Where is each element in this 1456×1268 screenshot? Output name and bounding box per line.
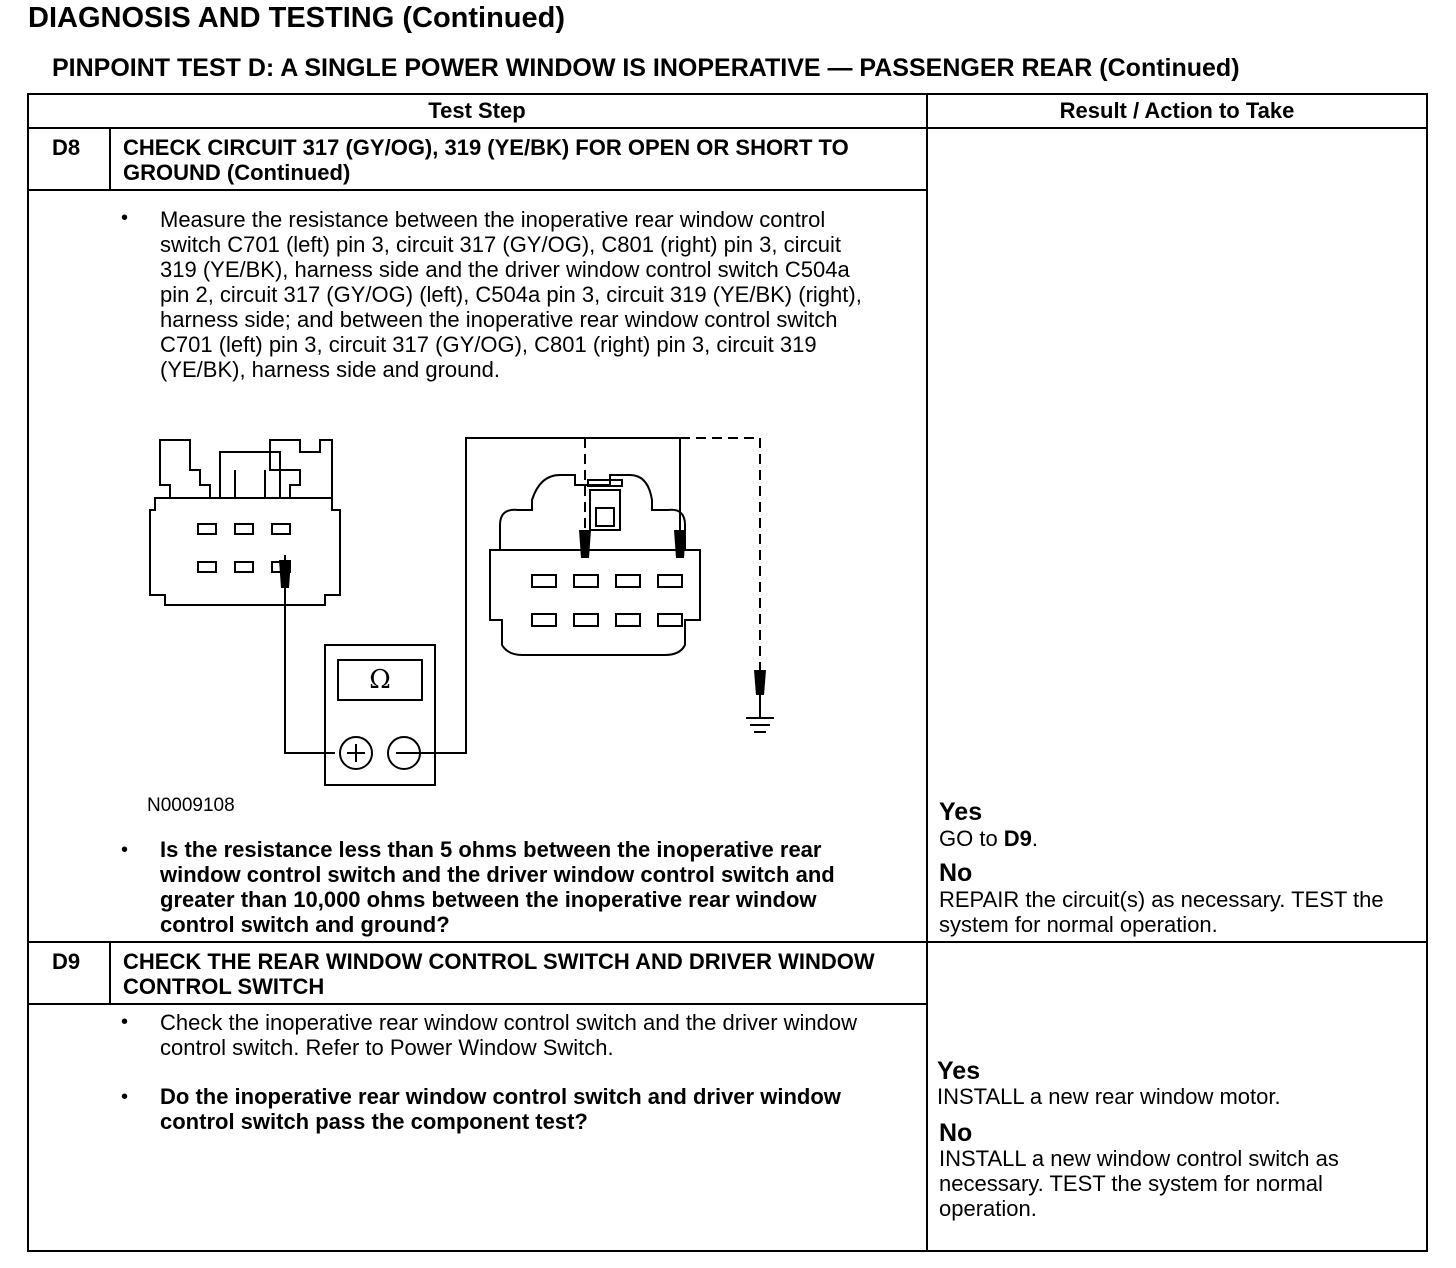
header-divider [27,127,1428,129]
d8-yes-link[interactable]: D9 [1003,826,1032,851]
figure-id: N0009108 [147,795,235,816]
left-probe-tip [279,560,291,588]
page-title: DIAGNOSIS AND TESTING (Continued) [28,2,566,34]
d8-bullet-dot: • [121,207,129,229]
d8-no-label: No [939,859,973,887]
d9-yes-label: Yes [937,1057,981,1085]
d9-step-title: CHECK THE REAR WINDOW CONTROL SWITCH AND DRIVER WINDOW CONTROL SWITCH [123,949,875,999]
d8-question-dot: • [121,839,129,861]
d9-bullet-dot: • [121,1011,129,1033]
row-divider [27,941,1428,943]
d9-yes-action: INSTALL a new rear window motor. [937,1084,1281,1109]
d9-id-divider [109,941,111,1005]
ground-symbol [746,695,774,732]
d9-instruction: Check the inoperative rear window control switch and the driver window control switch. Refer to Power Window Switch. [160,1010,858,1060]
d9-no-label: No [939,1119,973,1147]
d8-step-title: CHECK CIRCUIT 317 (GY/OG), 319 (YE/BK) FOR OPEN OR SHORT TO GROUND (Continued) [123,135,849,185]
d8-instruction: Measure the resistance between the inoperative rear window control switch C701 (left) pin 3, circuit 317 (GY/OG), C801 (right) pin 3, circuit 319 (YE/BK), harness side and the driver window control switch C504a pin 2, circuit 317 (GY/OG) (left), C504a pin 3, circuit 319 (YE/BK) (right), harness side; and between the inoperative rear window control switch C701 (left) pin 3, circuit 317 (GY/OG), C801 (right) pin 3, circuit 319 (YE/BK), harness side and ground. [160,207,862,382]
ground-probe-tip [754,670,766,695]
d8-yes-action [939,826,1419,851]
d8-step-id: D8 [52,135,81,160]
d8-question: Is the resistance less than 5 ohms between the inoperative rear window control switch and the driver window control switch and greater than 10,000 ohms between the inoperative rear window control switch and ground? [160,837,835,937]
d8-title-divider [27,189,927,191]
d8-yes-prefix: GO to [939,826,1004,851]
d9-step-id: D9 [52,949,81,974]
connector-resistance-diagram [140,430,780,790]
driver-window-switch-connector [490,475,700,655]
driver-probe-tip-b [674,530,686,558]
d8-yes-suffix: . [1031,826,1039,851]
header-result: Result / Action to Take [1059,98,1295,123]
header-test-step: Test Step [428,98,526,123]
d8-no-action: REPAIR the circuit(s) as necessary. TEST the system for normal operation. [939,887,1384,937]
driver-probe-tip-a [579,530,591,558]
d8-id-divider [109,127,111,191]
d9-title-divider [27,1003,927,1005]
d9-no-action: INSTALL a new window control switch as necessary. TEST the system for normal operation. [939,1146,1339,1221]
d9-question: Do the inoperative rear window control switch and driver window control switch pass the component test? [160,1084,841,1134]
d9-question-dot: • [121,1086,129,1108]
d8-yes-label: Yes [939,798,983,826]
column-divider [926,93,928,1252]
rear-window-switch-connector [150,440,340,605]
ohm-symbol: Ω [369,665,391,695]
page-subtitle: PINPOINT TEST D: A SINGLE POWER WINDOW IS INOPERATIVE — PASSENGER REAR (Continued) [52,54,1240,82]
